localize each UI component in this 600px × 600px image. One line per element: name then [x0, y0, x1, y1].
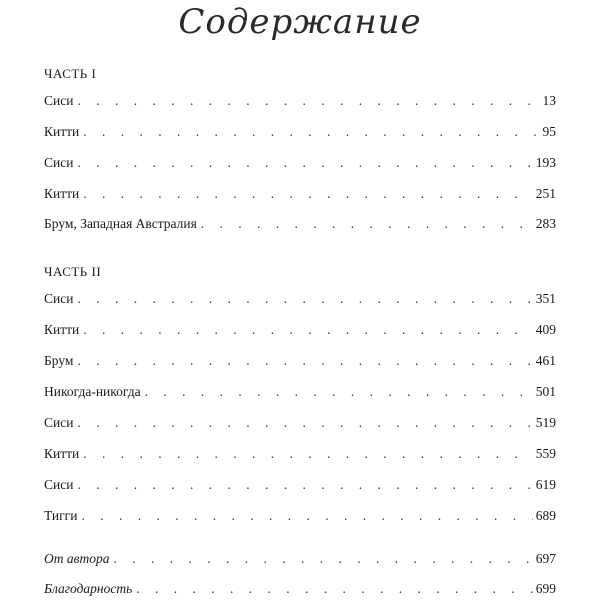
dot-leader	[136, 580, 532, 598]
dot-leader	[83, 321, 532, 339]
toc-entry-page: 283	[535, 216, 556, 231]
part-heading-1: ЧАСТЬ I	[44, 66, 97, 81]
toc-entry-label: Сиси	[44, 477, 74, 492]
toc-entry[interactable]	[44, 507, 556, 525]
toc-entry[interactable]	[44, 414, 556, 432]
toc-entry-label: Сиси	[44, 93, 74, 108]
toc-entry-label: Сиси	[44, 415, 74, 430]
toc-entry-label: Китти	[44, 446, 80, 461]
dot-leader	[77, 352, 532, 370]
toc-entry-page: 13	[542, 93, 556, 108]
toc-entry-afterword[interactable]	[44, 550, 556, 568]
toc-entry-page: 501	[535, 384, 556, 399]
toc-entry-label: Китти	[44, 322, 80, 337]
toc-entry-label: Сиси	[44, 155, 74, 170]
part-heading-2: ЧАСТЬ II	[44, 264, 102, 279]
dot-leader	[83, 123, 539, 141]
toc-entry-label: Благодарность	[44, 581, 133, 596]
dot-leader	[83, 185, 532, 203]
toc-entry-page: 689	[535, 508, 556, 523]
dot-leader	[77, 154, 532, 172]
toc-entry-label: Китти	[44, 124, 80, 139]
toc-entry-page: 559	[535, 446, 556, 461]
toc-entry-label: От автора	[44, 551, 110, 566]
toc-entry-page: 519	[535, 415, 556, 430]
dot-leader	[201, 215, 533, 233]
dot-leader	[77, 290, 532, 308]
toc-entry-label: Никогда-никогда	[44, 384, 141, 399]
dot-leader	[113, 550, 532, 568]
toc-entry-label: Сиси	[44, 291, 74, 306]
dot-leader	[145, 383, 533, 401]
toc-entry[interactable]	[44, 92, 556, 110]
toc-entry-acknowledgements[interactable]	[44, 580, 556, 598]
toc-entry-label: Брум	[44, 353, 74, 368]
toc-entry[interactable]	[44, 321, 556, 339]
toc-entry-page: 461	[535, 353, 556, 368]
dot-leader	[83, 445, 532, 463]
toc-entry-page: 193	[535, 155, 556, 170]
toc-entry[interactable]	[44, 383, 556, 401]
toc-entry[interactable]	[44, 123, 556, 141]
toc-entry-page: 697	[535, 551, 556, 566]
page-title: Содержание	[178, 2, 422, 42]
toc-entry-page: 619	[535, 477, 556, 492]
toc-entry[interactable]	[44, 290, 556, 308]
toc-entry-page: 95	[542, 124, 556, 139]
dot-leader	[81, 507, 532, 525]
dot-leader	[77, 92, 539, 110]
toc-entry[interactable]	[44, 215, 556, 233]
toc-entry[interactable]	[44, 185, 556, 203]
toc-entry-page: 409	[535, 322, 556, 337]
toc-entry[interactable]	[44, 445, 556, 463]
toc-entry-page: 699	[535, 581, 556, 596]
toc-entry[interactable]	[44, 352, 556, 370]
toc-entry-label: Тигги	[44, 508, 78, 523]
toc-entry-label: Брум, Западная Австралия	[44, 216, 197, 231]
dot-leader	[77, 476, 532, 494]
dot-leader	[77, 414, 532, 432]
toc-entry[interactable]	[44, 476, 556, 494]
toc-entry-page: 251	[535, 186, 556, 201]
toc-entry[interactable]	[44, 154, 556, 172]
toc-entry-label: Китти	[44, 186, 80, 201]
toc-entry-page: 351	[535, 291, 556, 306]
